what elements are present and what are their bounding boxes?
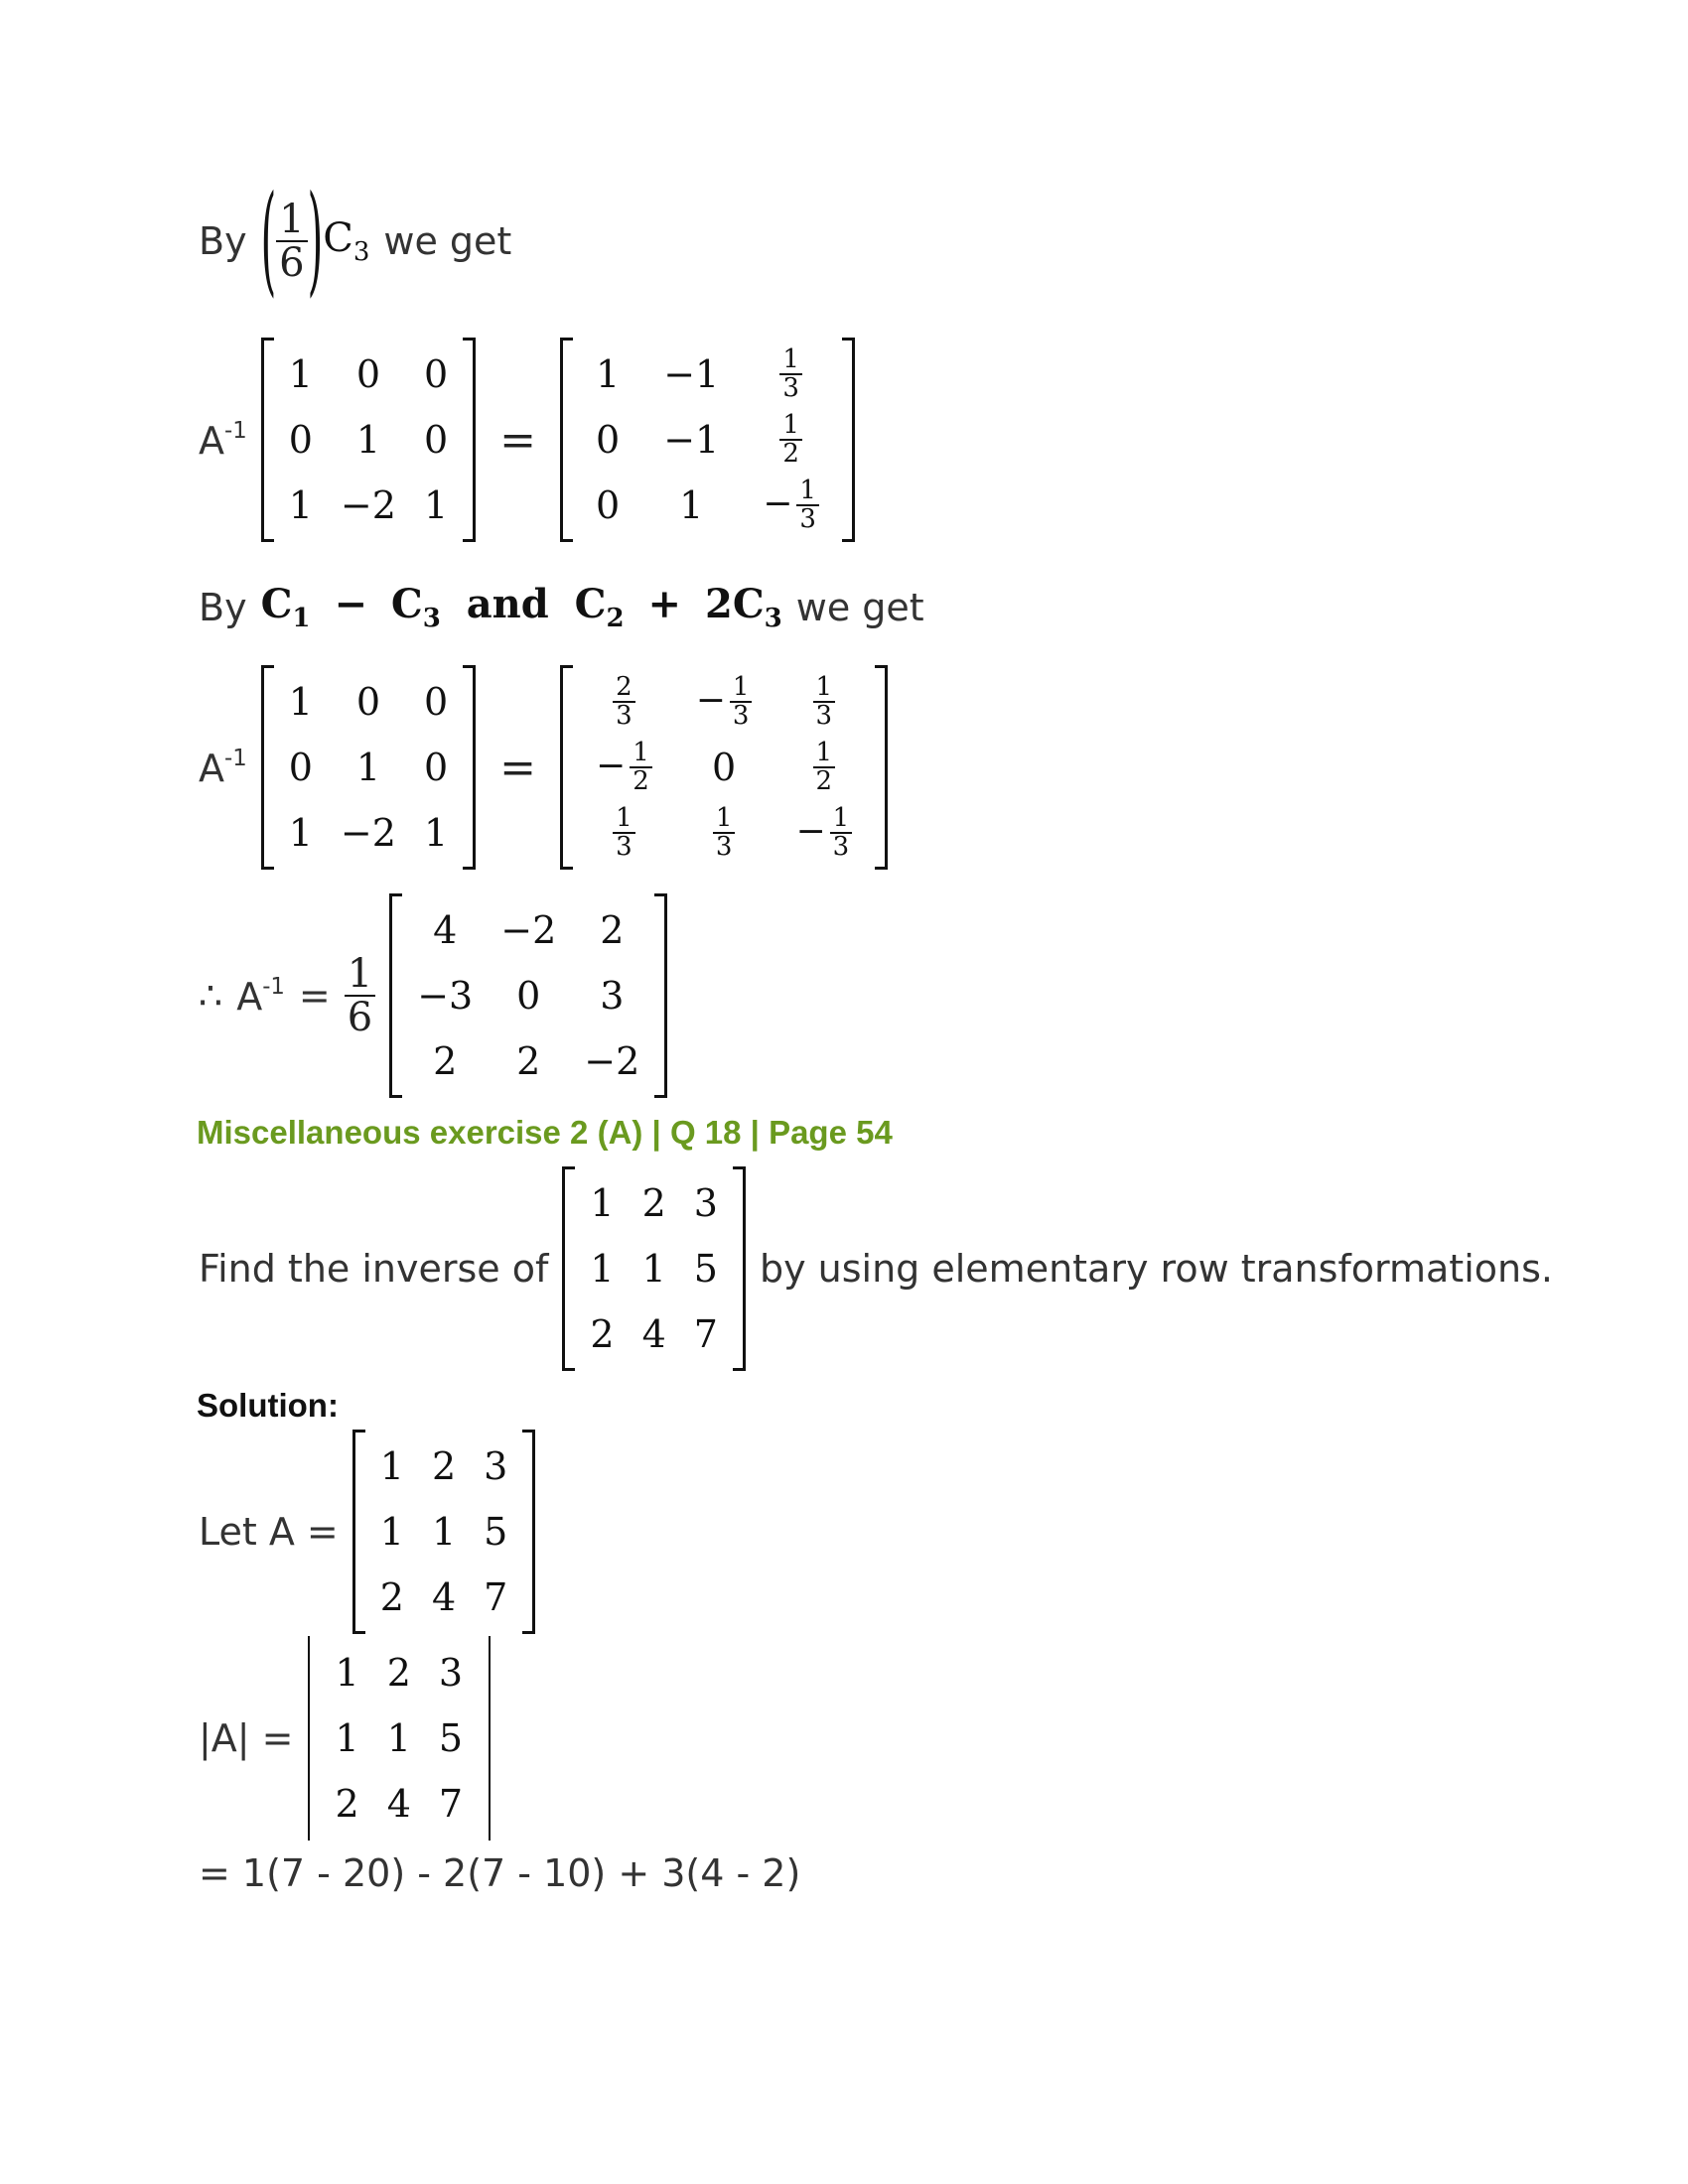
matrix-cell: 0: [712, 746, 737, 789]
matrix-cell: [741, 341, 841, 407]
eq1-equals: =: [499, 414, 537, 466]
result-matrix: [389, 893, 667, 1098]
result-equals: =: [298, 974, 331, 1018]
step2-line: [199, 581, 924, 633]
matrix-cell: −1: [663, 352, 720, 396]
matrix-cell: 2: [590, 1312, 615, 1356]
matrix-cell: 3: [600, 974, 625, 1018]
eq1-lhs-label: $A^{-1}$: [199, 417, 247, 463]
matrix-cell: [741, 473, 841, 538]
let-matrix: [352, 1430, 536, 1634]
fraction-denominator: 3: [832, 832, 850, 862]
matrix-cell: [674, 800, 774, 866]
matrix-cell: 2: [516, 1039, 541, 1083]
eq2-equals: =: [499, 742, 537, 793]
result-frac-den: 6: [347, 995, 373, 1040]
fraction-numerator: 1: [613, 805, 635, 834]
matrix-cell: 2: [600, 908, 625, 952]
matrix-row: [275, 800, 462, 866]
fraction-numerator: 1: [779, 412, 802, 441]
step1-line: [199, 173, 512, 310]
result-label: $A^{-1}$: [236, 973, 285, 1019]
cell-fraction: [779, 409, 802, 469]
matrix-row: [275, 669, 462, 735]
matrix-cell: [741, 407, 841, 473]
fraction-denominator: 3: [782, 373, 799, 403]
cell-fraction: [730, 671, 753, 731]
matrix-cell: 1: [431, 1510, 457, 1554]
matrix-cell: 2: [335, 1782, 359, 1826]
matrix-cell: 1: [335, 1651, 359, 1695]
step1-prefix: By: [199, 219, 247, 263]
matrix-row: [275, 735, 462, 800]
matrix-cell: 1: [379, 1510, 404, 1554]
matrix-cell: 0: [423, 418, 449, 462]
matrix-cell: 1: [590, 1181, 615, 1225]
matrix-cell: 0: [288, 418, 313, 462]
det-label: |A| =: [199, 1716, 294, 1760]
det-matrix: [308, 1636, 492, 1841]
fraction-numerator: 1: [813, 674, 836, 703]
matrix-cell: 3: [438, 1651, 464, 1695]
fraction-denominator: 3: [815, 701, 833, 731]
step1-fraction: [276, 199, 307, 284]
matrix-row: [576, 1301, 732, 1367]
matrix-row: [574, 735, 874, 800]
right-paren: ): [307, 173, 324, 310]
matrix-cell: 1: [596, 352, 621, 396]
matrix-cell: 1: [379, 1444, 404, 1488]
step2-operation: $C_1 - C_3$ and $C_2 + 2C_3$: [260, 581, 782, 634]
matrix-row: [574, 341, 841, 407]
matrix-cell: 4: [641, 1312, 666, 1356]
matrix-cell: 7: [484, 1575, 508, 1619]
question-before: Find the inverse of: [199, 1247, 549, 1291]
fraction-denominator: 3: [799, 504, 816, 534]
eq2-lhs-label: $A^{-1}$: [199, 745, 247, 790]
question-heading[interactable]: Miscellaneous exercise 2 (A) | Q 18 | Page 54: [197, 1114, 893, 1151]
matrix-cell: 1: [423, 811, 449, 855]
matrix-cell: −2: [340, 483, 396, 527]
eq2-rhs-matrix: [560, 665, 888, 870]
cell-fraction: [813, 737, 836, 796]
matrix-cell: [774, 735, 874, 800]
let-label: Let A =: [199, 1510, 339, 1554]
matrix-cell: [774, 669, 874, 735]
question-matrix: [562, 1166, 746, 1371]
matrix-row: [574, 407, 841, 473]
question-after: by using elementary row transformations.: [759, 1247, 1553, 1291]
matrix-cell: 2: [431, 1444, 457, 1488]
matrix-cell: 1: [288, 352, 313, 396]
minus-sign: −: [795, 810, 826, 852]
step1-frac-den: 6: [279, 240, 305, 286]
matrix-cell: 0: [355, 352, 381, 396]
matrix-cell: 0: [423, 746, 449, 789]
let-line: [199, 1430, 535, 1634]
matrix-cell: 1: [423, 483, 449, 527]
matrix-cell: 5: [438, 1716, 464, 1760]
matrix-cell: 1: [641, 1247, 666, 1291]
fraction-numerator: 1: [730, 674, 753, 703]
cell-fraction: [779, 343, 802, 403]
step1-frac-num: 1: [276, 199, 307, 242]
matrix-row: [275, 407, 462, 473]
matrix-cell: 5: [693, 1247, 718, 1291]
equation-2: [199, 665, 888, 870]
matrix-cell: −2: [584, 1039, 640, 1083]
matrix-row: [403, 963, 653, 1028]
matrix-row: [574, 473, 841, 538]
eq1-rhs-matrix: [560, 338, 855, 542]
matrix-cell: 0: [355, 680, 381, 724]
expansion-line: = 1(7 - 20) - 2(7 - 10) + 3(4 - 2): [199, 1851, 801, 1895]
fraction-numerator: 2: [613, 674, 635, 703]
fraction-numerator: 1: [630, 740, 652, 768]
result-line: [199, 893, 667, 1098]
matrix-cell: −3: [417, 974, 474, 1018]
left-paren: (: [260, 173, 277, 310]
fraction-denominator: 2: [633, 766, 649, 796]
fraction-numerator: 1: [779, 346, 802, 375]
matrix-row: [322, 1706, 478, 1771]
matrix-cell: 5: [484, 1510, 508, 1554]
step2-suffix: we get: [795, 585, 924, 629]
matrix-cell: [574, 800, 674, 866]
matrix-cell: 1: [355, 746, 381, 789]
matrix-cell: 1: [288, 811, 313, 855]
cell-fraction: [630, 737, 652, 796]
result-frac-num: 1: [345, 953, 375, 997]
matrix-row: [366, 1499, 522, 1565]
step1-suffix: we get: [383, 219, 512, 263]
fraction-denominator: 3: [616, 701, 633, 731]
matrix-cell: 4: [433, 908, 458, 952]
matrix-cell: [674, 669, 774, 735]
matrix-cell: 1: [386, 1716, 411, 1760]
cell-fraction: [613, 802, 635, 862]
fraction-denominator: 3: [715, 832, 733, 862]
matrix-row: [275, 341, 462, 407]
minus-sign: −: [695, 679, 726, 721]
matrix-row: [322, 1771, 478, 1837]
matrix-cell: 1: [590, 1247, 615, 1291]
matrix-cell: 7: [693, 1312, 718, 1356]
matrix-cell: 3: [484, 1444, 508, 1488]
matrix-cell: 1: [355, 418, 381, 462]
step1-column: $C_3$: [323, 214, 370, 268]
matrix-cell: [574, 735, 674, 800]
matrix-row: [366, 1433, 522, 1499]
matrix-cell: 1: [288, 680, 313, 724]
matrix-cell: 2: [641, 1181, 666, 1225]
solution-label: Solution:: [197, 1387, 339, 1424]
cell-fraction: [830, 802, 853, 862]
fraction-numerator: 1: [796, 478, 819, 506]
matrix-row: [322, 1640, 478, 1706]
matrix-cell: 1: [679, 483, 704, 527]
question-line: [199, 1166, 1553, 1371]
matrix-cell: 0: [423, 680, 449, 724]
matrix-cell: 0: [423, 352, 449, 396]
matrix-cell: −2: [500, 908, 557, 952]
matrix-row: [275, 473, 462, 538]
matrix-cell: 7: [438, 1782, 464, 1826]
matrix-row: [366, 1565, 522, 1630]
fraction-numerator: 1: [813, 740, 836, 768]
matrix-cell: −2: [340, 811, 396, 855]
matrix-cell: 2: [433, 1039, 458, 1083]
fraction-denominator: 3: [616, 832, 633, 862]
matrix-row: [574, 669, 874, 735]
matrix-row: [576, 1236, 732, 1301]
equation-1: [199, 338, 855, 542]
matrix-row: [576, 1170, 732, 1236]
matrix-cell: [774, 800, 874, 866]
matrix-cell: 3: [693, 1181, 718, 1225]
matrix-row: [403, 1028, 653, 1094]
det-line: [199, 1636, 491, 1841]
matrix-cell: 4: [386, 1782, 411, 1826]
cell-fraction: [813, 671, 836, 731]
matrix-cell: 1: [335, 1716, 359, 1760]
matrix-cell: −1: [663, 418, 720, 462]
fraction-denominator: 3: [732, 701, 750, 731]
matrix-cell: 0: [596, 483, 621, 527]
matrix-cell: 2: [386, 1651, 411, 1695]
matrix-cell: 0: [516, 974, 541, 1018]
therefore-symbol: ∴: [199, 974, 223, 1018]
minus-sign: −: [763, 482, 793, 524]
matrix-row: [574, 800, 874, 866]
result-fraction: [345, 953, 375, 1038]
matrix-cell: 1: [288, 483, 313, 527]
eq2-lhs-matrix: [261, 665, 476, 870]
fraction-numerator: 1: [830, 805, 853, 834]
step2-prefix: By: [199, 585, 247, 629]
matrix-cell: [574, 669, 674, 735]
fraction-numerator: 1: [713, 805, 736, 834]
matrix-row: [403, 897, 653, 963]
matrix-cell: 2: [379, 1575, 404, 1619]
cell-fraction: [796, 475, 819, 534]
cell-fraction: [713, 802, 736, 862]
fraction-denominator: 2: [782, 439, 799, 469]
minus-sign: −: [596, 745, 627, 786]
matrix-cell: 4: [431, 1575, 457, 1619]
eq1-lhs-matrix: [261, 338, 476, 542]
fraction-denominator: 2: [815, 766, 833, 796]
matrix-cell: 0: [288, 746, 313, 789]
cell-fraction: [613, 671, 635, 731]
matrix-cell: 0: [596, 418, 621, 462]
